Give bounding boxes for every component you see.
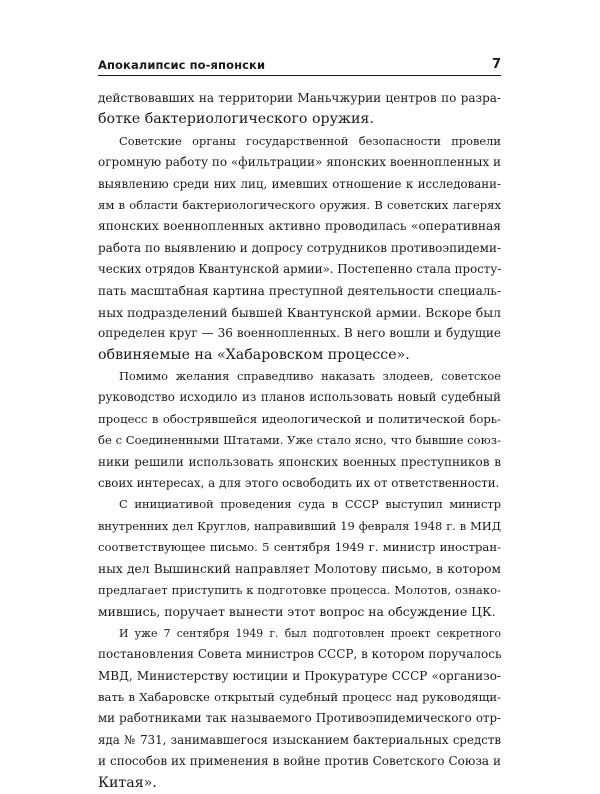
page-number: 7 [491, 57, 501, 72]
text-line: ных подразделений бывшей Квантунской армии. Вскоре был [98, 304, 501, 320]
text-line: определен круг — 36 военнопленных. В него вошли и будущие [98, 326, 501, 341]
text-line: МВД, Министерству юстиции и Прокуратуре СССР «организо- [98, 668, 501, 683]
text-line: ми работниками так называемого Противоэпидемического отр- [98, 711, 501, 726]
header-rule [98, 75, 501, 76]
text-line: вать в Хабаровске открытый судебный процесс над руководящи- [98, 689, 501, 704]
text-line: пать масштабная картина преступной деятельности специаль- [98, 283, 501, 298]
body-text [98, 88, 501, 794]
text-line: ям в области бактериологического оружия. В советских лагерях [98, 197, 501, 212]
text-line: ных дел Вышинский направляет Молотову письмо, в котором [98, 561, 501, 576]
text-line: ботке бактериологического оружия. [98, 111, 374, 128]
text-line: выявлению среди них лиц, имевших отношение к исследовани- [98, 176, 501, 191]
paragraph-5 [98, 623, 501, 794]
text-line: действовавших на территории Маньчжурии центров по разра- [98, 91, 501, 105]
text-line: и способов их применения в войне против Советского Союза и [98, 754, 501, 769]
text-line: своих интересах, а для этого освободить их от ответственности. [98, 476, 500, 491]
text-line: яда № 731, занимавшегося изысканием бактериальных средств [98, 732, 501, 747]
text-line: Советские органы государственной безопасности провели [119, 133, 501, 148]
text-line: мившись, поручает вынести этот вопрос на обсуждение ЦК. [98, 604, 496, 620]
running-head: Апокалипсис по-японски [98, 58, 266, 72]
paragraph-3 [98, 366, 501, 494]
text-line: предлагает приступить к подготовке процесса. Молотов, ознако- [98, 582, 501, 597]
text-line: огромную работу по «фильтрации» японских военнопленных и [98, 155, 501, 170]
page-header [98, 58, 501, 78]
text-line: И уже 7 сентября 1949 г. был подготовлен проект секретного [119, 626, 501, 640]
text-line: работа по выявлению и допросу сотрудников противоэпидеми- [98, 240, 501, 255]
text-line: ческих отрядов Квантунской армии». Постепенно стала просту- [98, 262, 502, 277]
text-line: внутренних дел Круглов, направивший 19 февраля 1948 г. в МИД [98, 518, 501, 533]
text-line: С инициативой проведения суда в СССР выступил министр [119, 497, 501, 512]
text-line: ники решили использовать японских военных преступников в [98, 454, 501, 469]
text-line: Китая». [98, 774, 157, 791]
text-line: процесс в обострявшейся идеологической и политической борь- [98, 411, 501, 426]
text-line: руководство исходило из планов использовать новый судебный [98, 390, 501, 405]
text-line: постановления Совета министров СССР, в котором поручалось [98, 647, 502, 662]
text-line: Помимо желания справедливо наказать злодеев, советское [119, 369, 501, 384]
text-line: соответствующее письмо. 5 сентября 1949 г. министр иностран- [98, 540, 501, 555]
text-line: японских военнопленных активно проводилась «оперативная [98, 219, 501, 234]
text-line: обвиняемые на «Хабаровском процессе». [98, 346, 410, 363]
paragraph-1 [98, 88, 501, 131]
paragraph-4 [98, 494, 501, 622]
text-line: бе с Соединенными Штатами. Уже стало ясно, что бывшие союз- [98, 433, 501, 448]
paragraph-2 [98, 131, 501, 366]
